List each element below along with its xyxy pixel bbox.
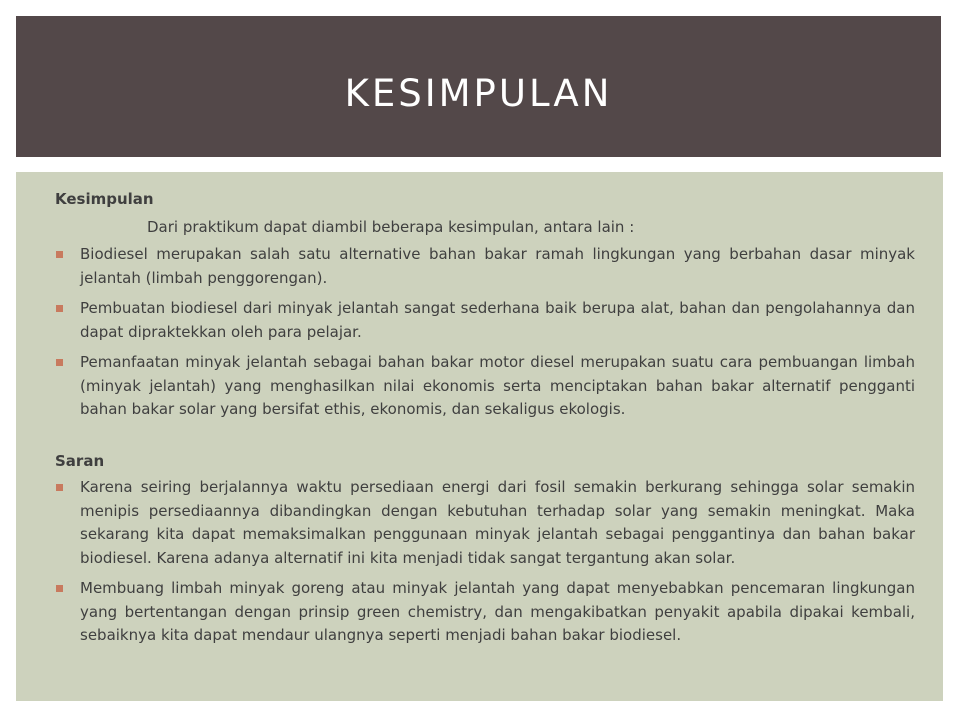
section-spacer	[55, 429, 915, 450]
kesimpulan-item-text: Biodiesel merupakan salah satu alternative bahan bakar ramah lingkungan yang berbahan dasar minyak jelantah (limbah penggorengan).	[80, 245, 915, 287]
kesimpulan-item	[55, 297, 915, 344]
saran-item	[55, 577, 915, 648]
kesimpulan-intro: Dari praktikum dapat diambil beberapa kesimpulan, antara lain :	[147, 217, 635, 236]
square-bullet-icon	[56, 359, 63, 366]
content-panel	[16, 172, 943, 701]
slide-title-bar	[16, 16, 941, 157]
saran-item-text: Karena seiring berjalannya waktu persediaan energi dari fosil semakin berkurang sehingga solar semakin menipis persediaannya dibandingkan dengan kebutuhan terhadap solar yang semakin meningkat. Maka sekarang kita dapat memaksimalkan penggunaan minyak jelantah sebagai penggantinya dan bahan bakar biodiesel. Karena adanya alternatif ini kita menjadi tidak sangat tergantung akan solar.	[80, 478, 915, 567]
content-body	[55, 188, 915, 655]
slide-title: KESIMPULAN	[344, 72, 613, 115]
saran-item	[55, 476, 915, 570]
square-bullet-icon	[56, 305, 63, 312]
saran-item-text: Membuang limbah minyak goreng atau minyak jelantah yang dapat menyebabkan pencemaran lingkungan yang bertentangan dengan prinsip green chemistry, dan mengakibatkan penyakit apabila dipakai kembali, sebaiknya kita dapat mendaur ulangnya seperti menjadi bahan bakar biodiesel.	[80, 579, 915, 644]
square-bullet-icon	[56, 251, 63, 258]
saran-heading: Saran	[55, 451, 105, 470]
square-bullet-icon	[56, 585, 63, 592]
square-bullet-icon	[56, 484, 63, 491]
kesimpulan-item-text: Pemanfaatan minyak jelantah sebagai bahan bakar motor diesel merupakan suatu cara pembuangan limbah (minyak jelantah) yang menghasilkan nilai ekonomis serta menciptakan bahan bakar alternatif pengganti bahan bakar solar yang bersifat ethis, ekonomis, dan sekaligus ekologis.	[80, 353, 915, 418]
kesimpulan-item-text: Pembuatan biodiesel dari minyak jelantah sangat sederhana baik berupa alat, bahan dan pengolahannya dan dapat dipraktekkan oleh para pelajar.	[80, 299, 915, 341]
kesimpulan-item	[55, 351, 915, 422]
kesimpulan-heading: Kesimpulan	[55, 190, 154, 208]
kesimpulan-item	[55, 243, 915, 290]
